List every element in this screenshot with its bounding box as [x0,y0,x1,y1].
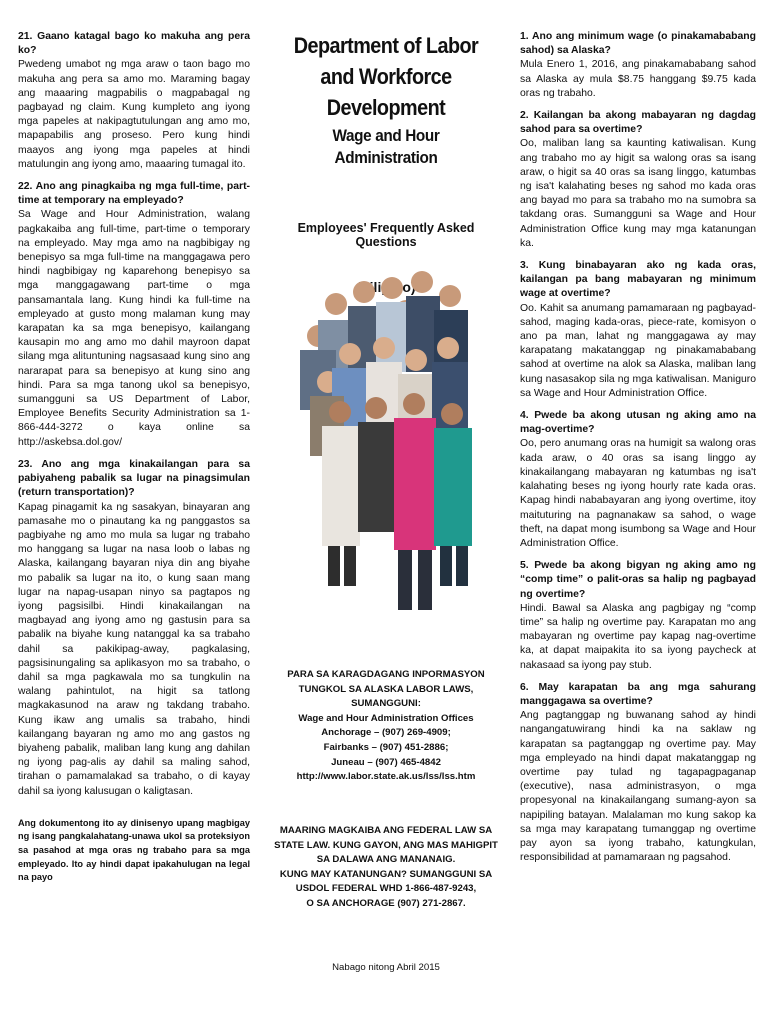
juneau-phone: Juneau – (907) 465-4842 [331,756,441,768]
answer-3: Oo. Kahit sa anumang pamamaraan ng pagbayad-sahod, maging kada-oras, piece-rate, komisyon o ano pa man, lahat ng manggagawa ay may karapatang makatanggap ng pinakamababang sahod at overtime na alok sa Alaska, maliban lang kung nasasakop sila ng mga katiwalisan. Maniguro sa Wage and Hour Administration Office. [520,302,756,399]
labor-website-link[interactable]: http://www.labor.state.ak.us/lss/lss.htm [296,771,476,783]
faq-item-5 [520,559,756,673]
question-23: 23. Ano ang mga kinakailangan para sa pabiyaheng pabalik sa lugar na pinagsimulan (return transportation)? [18,458,250,499]
answer-21: Pwedeng umabot ng mga araw o taon bago mo makuha ang pera sa amo mo. Maraming bagay ang maaaring magpabilis o magpabagal ng pagbayad ng claim. Kung kumpleto ang iyong mga papeles at nakipagtutulungan ang amo mo, mapapabilis ang proseso. Pero kung hindi maayos ang iyong mga papeles at hindi matulungin ang iyong amo, maaaring tumagal ito. [18,59,250,170]
question-22: 22. Ano ang pinagkaiba ng mga full-time, part-time at temporary na empleyado? [18,181,250,207]
faq-item-21 [18,30,250,172]
anchorage-phone: Anchorage – (907) 269-4909; [321,727,451,739]
group-of-employees-photo [288,262,484,614]
department-title: Department of Labor and Workforce Development [293,33,479,120]
answer-22: Sa Wage and Hour Administration, walang pagkakaiba ang full-time, part-time o temporary na empleyado. May mga amo na nagbibigay ng benepisyo sa mga full-time na manggagawa pero hindi nagbibigay ng kaparehong benepisyo sa mga manggagawang part-time o mga pansamantala lang. Kung hindi ka full-time na empleyado at gusto mong malaman kung may karapatan ka sa mga benepisyo, kailangang kausapin mo ang amo mo dahil mayroon dapat silang mga alituntuning nagsasaad kung sino ang nararapat para sa benepisyo at kung sino ang hindi. Para sa mga tanong ukol sa benepisyo, sumangguni sa US Department of Labor, Employee Benefits Security Administration sa 1-866-444-3272 o kaya online sa http://askebsa.dol.gov/ [18,209,250,448]
question-4: 4. Pwede ba akong utusan ng aking amo na mag-overtime? [520,410,756,436]
question-6: 6. May karapatan ba ang mga sahurang manggagawa sa overtime? [520,681,756,707]
contact-heading: PARA SA KARAGDAGANG INPORMASYON TUNGKOL SA ALASKA LABOR LAWS, SUMANGGUNI: [287,669,485,710]
faq-item-23 [18,458,250,799]
answer-5: Hindi. Bawal sa Alaska ang pagbigay ng “comp time” sa halip ng overtime pay. Karapatan mo ang mabayaran ng overtime pay kapag nag-overtime ka, at dapat maipakita ito sa iyong paycheck at nakasaad sa iyong pay stub. [520,602,756,671]
faq-item-4 [520,409,756,551]
federal-law-notice [268,824,504,912]
answer-6: Ang pagtanggap ng buwanang sahod ay hindi nangangatuwirang hindi ka na saklaw ng karapatan sa pagtanggap ng overtime pay. May mga empleyado na hindi dapat makatanggap ng overtime pay tulad ng tagapagpaganap (executive), nasa administrasyon, o mga propesyonal na kinakailangang sumang-ayon sa napipiling batayan. Malalaman mo kung sakop ka sa mga may karapatang tumanggap ng overtime pay ayon sa iyong trabaho, katungkulan, responsibilidad at pamamaraan ng pagsahod. [520,710,756,864]
administration-subtitle: Wage and Hour Administration [332,126,440,167]
faq-item-1 [520,30,756,101]
answer-23: Kapag pinagamit ka ng sasakyan, binayaran ang pamasahe mo o pinautang ka ng panggastos sa pagbiyahe ng amo mo mula sa lugar ng trabaho mo hanggang sa lugar na nasa loob o labas ng Alaska, kailangang bayaran niya din ang biyahe mo pabalik sa lugar na ito, o kung saan mang lugar na napag-usapan ninyo sa pagtapos ng iyong pagsisilbi. Hindi kinakailangan na magbayad ang iyong amo ng gastusin para sa pabalik na biyahe kung natanggal ka sa trabaho dahil sa pakikipag-away, pagkalasing, pagsisinungaling sa aplikasyon mo sa trabaho, o dahil sa mga pagkawala mo sa tungkulin na walang pahintulot, na higit sa tatlong magkakasunod na araw ng takdang trabaho. Kung ikaw ang umalis sa trabaho, hindi kailangang bayaran ng amo mo ang gastos ng biyaheng pabalik, maliban lang kung ang dahilan ng iyong pag-alis ay dahil sa maling sahod, tirahan o pamamalakad sa trabaho, o di kayay dahil sa iyong kalusugan o kaligtasan. [18,501,250,797]
federal-notice-line3: O SA ANCHORAGE (907) 271-2867. [306,897,466,909]
left-column [18,30,250,894]
answer-4: Oo, pero anumang oras na humigit sa walong oras kada araw, o 40 oras sa isang linggo ay kinakailangang mabayaran ng katumbas ng isa't kalahating beses ng iyong hourly rate kada oras. Kapag hindi nababayaran ang iyong overtime, itoy maituturing na pagnanakaw sa sahod, o wage theft, na dapat mong isumbong sa Wage and Hour Administration Office. [520,438,756,549]
question-21: 21. Gaano katagal bago ko makuha ang pera ko? [18,31,250,57]
federal-notice-line2: KUNG MAY KATANUNGAN? SUMANGGUNI SA USDOL FEDERAL WHD 1-866-487-9243, [279,868,493,895]
question-1: 1. Ano ang minimum wage (o pinakamababang sahod) sa Alaska? [520,31,756,57]
faq-item-2 [520,109,756,251]
question-3: 3. Kung binabayaran ako ng kada oras, kailangan pa bang mabayaran ng minimum wage at overtime? [520,260,756,300]
disclaimer-note: Ang dokumentong ito ay dinisenyo upang magbigay ng isang pangkalahatang-unawa ukol sa proteksiyon sa pasahod at mga oras ng trabaho para sa mga empleyado. Ito ay hindi dapat ipakahulugan na legal na payo [18,817,250,883]
question-5: 5. Pwede ba akong bigyan ng aking amo ng “comp time” o palit-oras sa halip ng pagbayad ng overtime? [520,560,756,600]
answer-2: Oo, maliban lang sa kaunting katiwalisan. Kung ang trabaho mo ay higit sa walong oras sa isang araw, o higit sa 40 oras sa isang linggo, katumbas ng isa't kalahating beses ng sahod mo kada oras ang bayad mo para sa trabaho mo na sumobra sa takdang oras. Sumangguni sa Wage and Hour Administration Office kung may mga katanungan ka. [520,138,756,249]
contact-info [268,668,504,785]
faq-title: Employees' Frequently Asked Questions [297,221,475,249]
revision-date: Nabago nitong Abril 2015 [332,962,440,973]
office-name: Wage and Hour Administration Offices [298,712,474,724]
faq-item-22 [18,180,250,450]
federal-notice-line1: MAARING MAGKAIBA ANG FEDERAL LAW SA STATE LAW. KUNG GAYON, ANG MAS MAHIGPIT SA DALAWA ANG MANANAIG. [274,825,498,866]
answer-1: Mula Enero 1, 2016, ang pinakamababang sahod sa Alaska ay mula $8.75 hanggang $9.75 kada oras ng trabaho. [520,59,756,99]
faq-item-3 [520,259,756,401]
fairbanks-phone: Fairbanks – (907) 451-2886; [323,741,449,753]
faq-item-6 [520,681,756,866]
right-column [520,30,756,873]
question-2: 2. Kailangan ba akong mabayaran ng dagdag sahod para sa overtime? [520,110,756,136]
